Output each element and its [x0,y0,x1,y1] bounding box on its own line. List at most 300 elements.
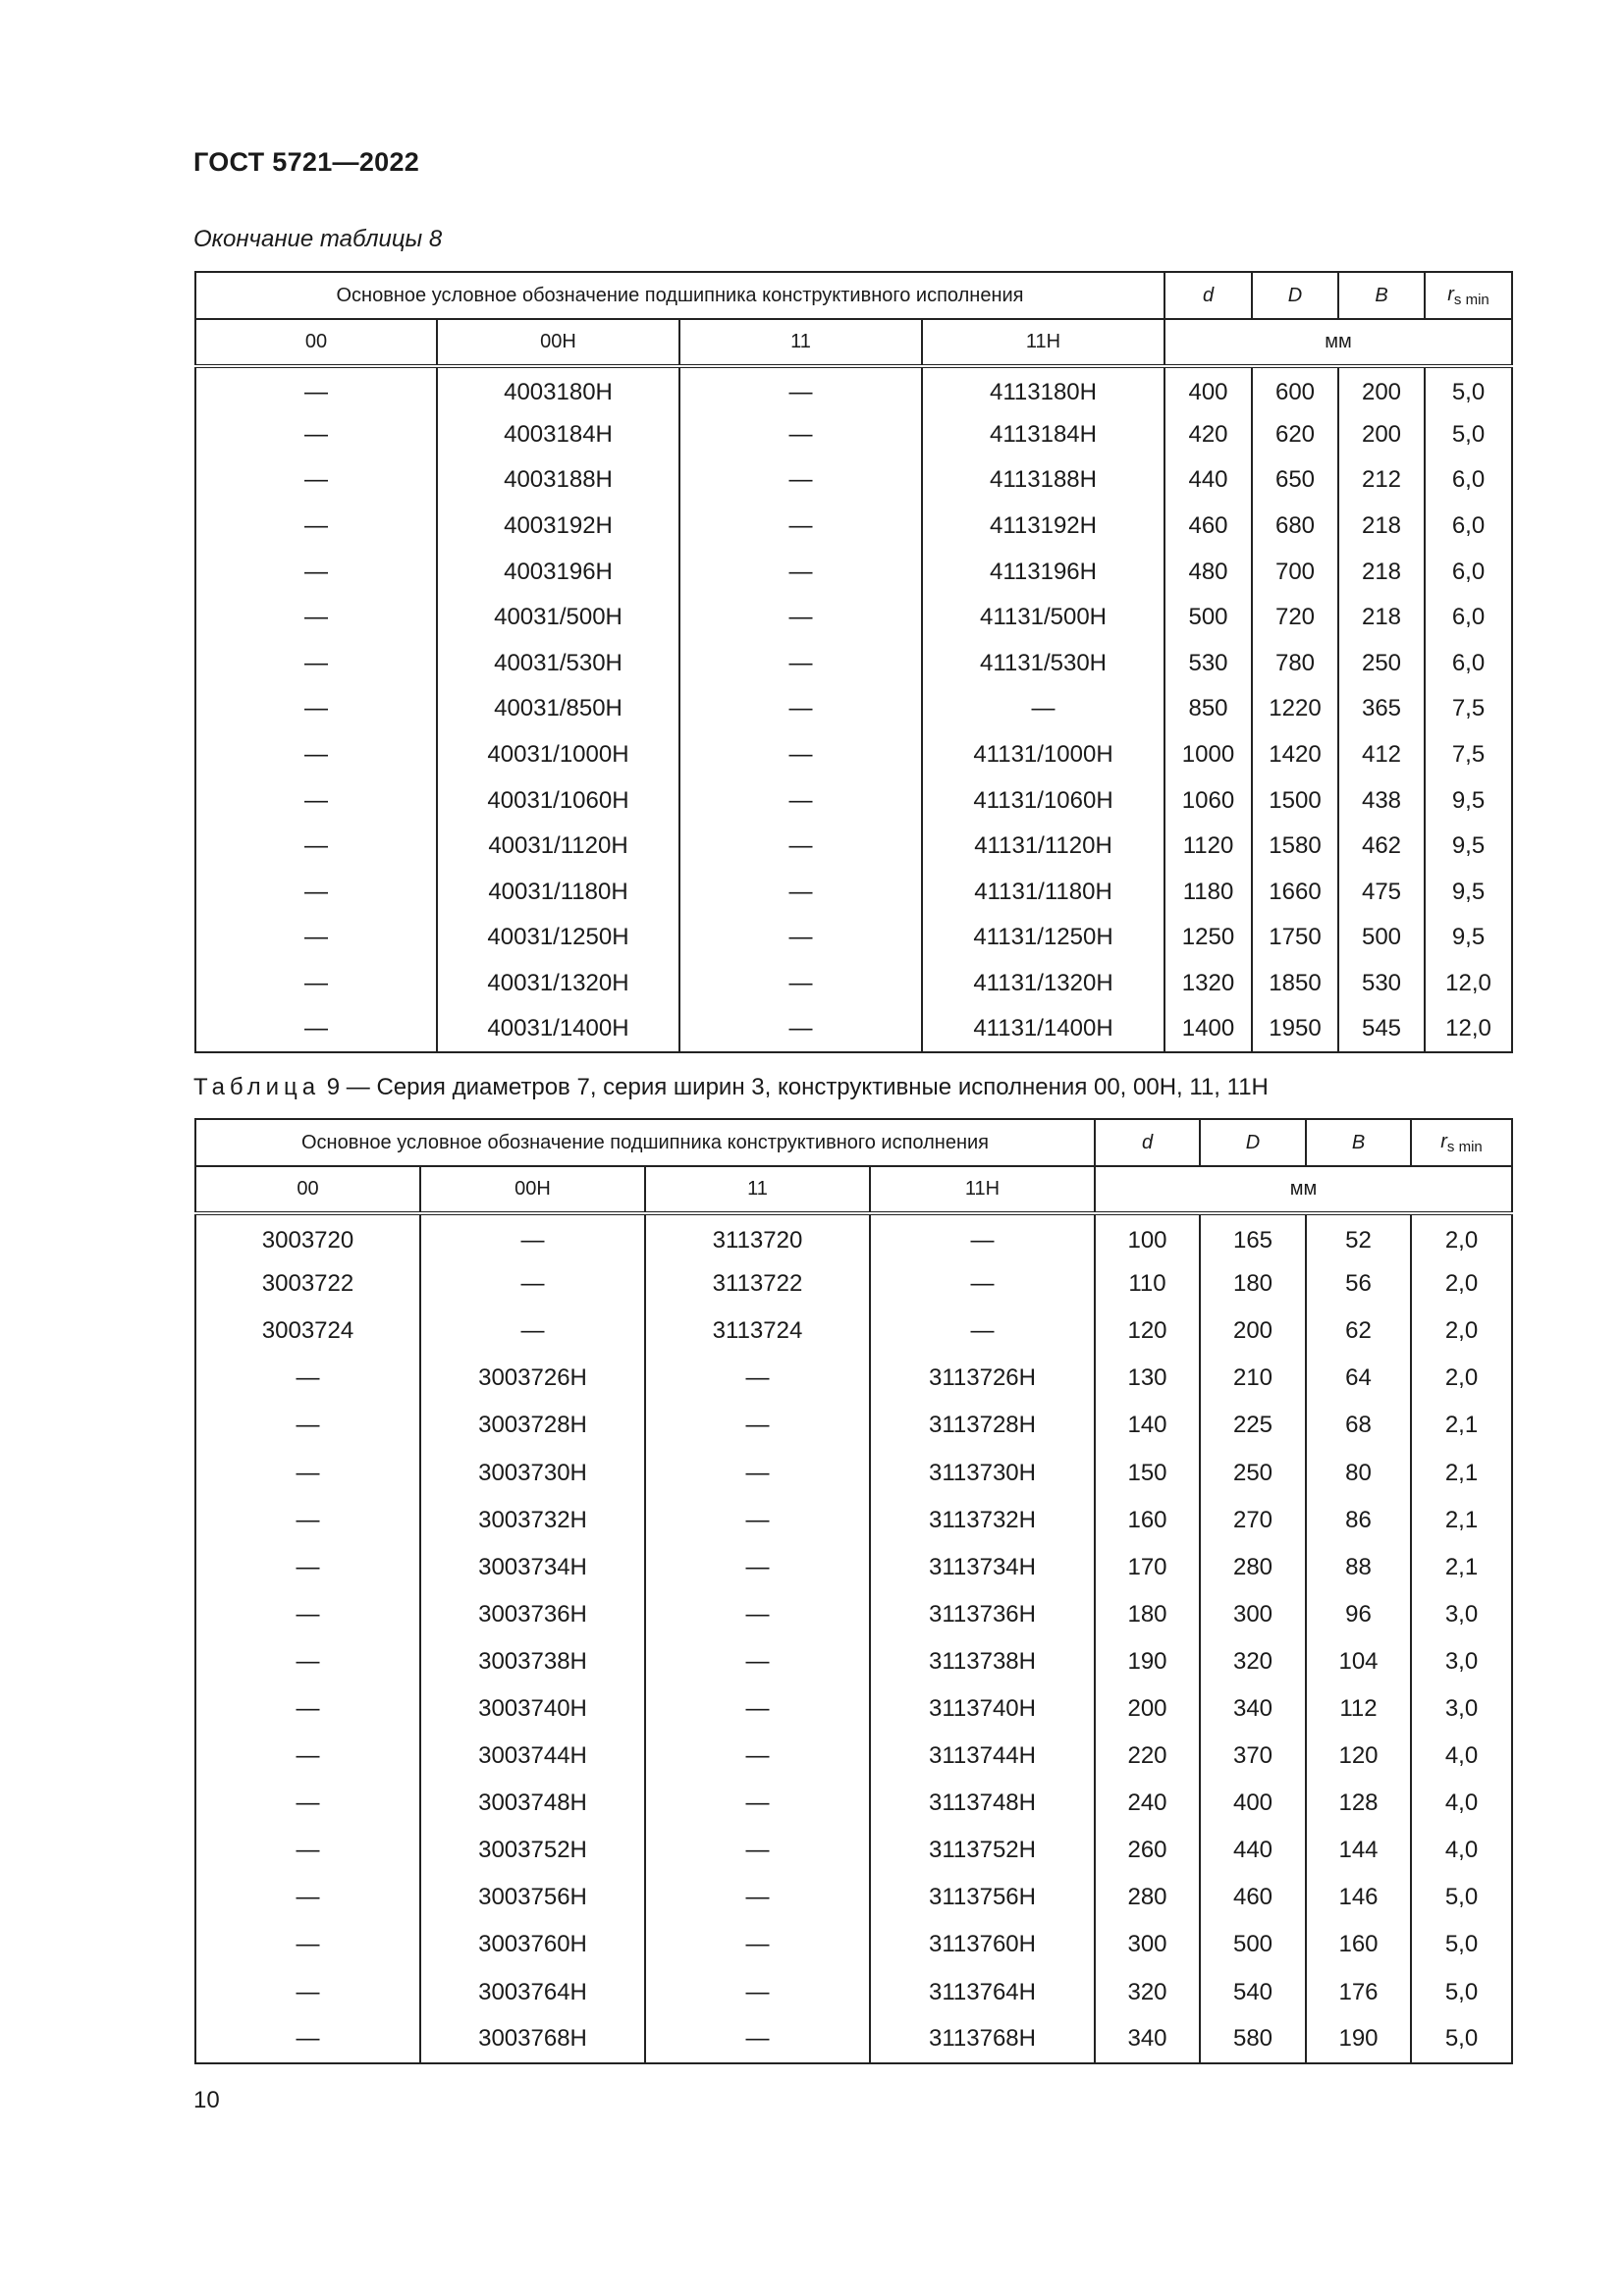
table-cell: 650 [1252,457,1338,504]
table-cell: 6,0 [1425,641,1512,687]
table-cell: 320 [1095,1969,1200,2016]
table-cell: 4003184Н [437,412,679,458]
table-row [195,1780,1512,1827]
table-cell: 440 [1164,457,1252,504]
table-row [195,1921,1512,1968]
table-cell: — [870,1308,1095,1355]
table-cell: — [645,2016,870,2063]
table-cell: 41131/1120Н [922,824,1164,870]
table-cell: 1850 [1252,961,1338,1007]
table-cell: 4,0 [1411,1780,1512,1827]
table-cell: 780 [1252,641,1338,687]
table-cell: 218 [1338,549,1425,595]
table-cell: — [645,1355,870,1402]
table-cell: 3003722 [195,1260,420,1308]
table-cell: — [195,1969,420,2016]
table-cell: 218 [1338,504,1425,550]
table-row [195,1969,1512,2016]
table-cell: 2,1 [1411,1402,1512,1449]
table-cell: — [922,686,1164,732]
table-row [195,1213,1512,1260]
table-cell: — [195,1780,420,1827]
table-cell: 3113720 [645,1213,870,1260]
table-cell: 620 [1252,412,1338,458]
table-cell: — [645,1827,870,1874]
table9-units: мм [1095,1166,1512,1213]
table-cell: 270 [1200,1497,1306,1544]
table-cell: 96 [1306,1591,1411,1638]
table8-subcol-11: 11 [679,319,922,366]
table-cell: 280 [1200,1544,1306,1591]
table-cell: 680 [1252,504,1338,550]
table-cell: 5,0 [1425,412,1512,458]
table-cell: — [195,504,437,550]
table-cell: 2,1 [1411,1449,1512,1496]
table8-subcol-11n: 11Н [922,319,1164,366]
table-cell: 4113180Н [922,366,1164,412]
table-cell: — [195,1591,420,1638]
table8-header-group: Основное условное обозначение подшипника конструктивного исполнения [195,272,1164,319]
table-cell: — [645,1497,870,1544]
table-row [195,549,1512,595]
table-cell: 1580 [1252,824,1338,870]
table-cell: — [195,1874,420,1921]
table-cell: 41131/500Н [922,595,1164,641]
table-cell: 600 [1252,366,1338,412]
table-cell: — [195,641,437,687]
table-cell: 5,0 [1411,1969,1512,2016]
table-cell: — [645,1733,870,1780]
table9-caption-text: 9 — Серия диаметров 7, серия ширин 3, конструктивные исполнения 00, 00Н, 11, 11Н [326,1074,1269,1100]
table-cell: 280 [1095,1874,1200,1921]
table-cell: 41131/1000Н [922,732,1164,778]
table-cell: — [679,1006,922,1052]
table-cell: 160 [1306,1921,1411,1968]
table-cell: 180 [1200,1260,1306,1308]
table-cell: 120 [1306,1733,1411,1780]
table-cell: 3003752Н [420,1827,645,1874]
table-cell: 3113744Н [870,1733,1095,1780]
table-cell: — [645,1591,870,1638]
table-cell: 3113738Н [870,1638,1095,1685]
table-row [195,1827,1512,1874]
table-cell: 1750 [1252,915,1338,961]
table-cell: 40031/530Н [437,641,679,687]
table-cell: 41131/1180Н [922,870,1164,916]
table-cell: 165 [1200,1213,1306,1260]
table9-col-D: D [1200,1119,1306,1166]
table-cell: 545 [1338,1006,1425,1052]
table-cell: 3113760Н [870,1921,1095,1968]
table-cell: — [645,1969,870,2016]
table-cell: 3003768Н [420,2016,645,2063]
table-cell: 4003188Н [437,457,679,504]
table9-subcol-00: 00 [195,1166,420,1213]
table-row [195,1260,1512,1308]
table-cell: 580 [1200,2016,1306,2063]
table-row [195,366,1512,412]
table-cell: 3113730Н [870,1449,1095,1496]
table-row [195,412,1512,458]
table-cell: 1660 [1252,870,1338,916]
table-cell: 128 [1306,1780,1411,1827]
table-cell: — [679,504,922,550]
table-cell: 1060 [1164,777,1252,824]
table-cell: — [195,961,437,1007]
table-cell: 530 [1338,961,1425,1007]
table-cell: — [195,549,437,595]
table-cell: 440 [1200,1827,1306,1874]
table-cell: 3,0 [1411,1638,1512,1685]
table-cell: 104 [1306,1638,1411,1685]
table-cell: 4113188Н [922,457,1164,504]
table-cell: 340 [1200,1685,1306,1733]
table-cell: 1950 [1252,1006,1338,1052]
table-cell: 1120 [1164,824,1252,870]
table-cell: 200 [1095,1685,1200,1733]
table-cell: 6,0 [1425,549,1512,595]
table-cell: — [679,595,922,641]
table-cell: 9,5 [1425,915,1512,961]
table-cell: 250 [1200,1449,1306,1496]
table-cell: — [645,1921,870,1968]
table-row [195,1308,1512,1355]
table-cell: 4113192Н [922,504,1164,550]
table-cell: 3003744Н [420,1733,645,1780]
table-cell: 260 [1095,1827,1200,1874]
table-row [195,1355,1512,1402]
table-cell: — [195,595,437,641]
table-cell: — [195,777,437,824]
table-cell: 40031/1120Н [437,824,679,870]
table-cell: — [420,1260,645,1308]
table-cell: 3003738Н [420,1638,645,1685]
table-cell: 1420 [1252,732,1338,778]
table-cell: 3113728Н [870,1402,1095,1449]
table-cell: — [195,915,437,961]
table-row [195,1638,1512,1685]
table-cell: — [195,1685,420,1733]
table-cell: 300 [1200,1591,1306,1638]
table-cell: 3113732Н [870,1497,1095,1544]
table-cell: 64 [1306,1355,1411,1402]
table-cell: — [645,1638,870,1685]
table-cell: 3,0 [1411,1591,1512,1638]
table-cell: 3113740Н [870,1685,1095,1733]
table-cell: — [195,1497,420,1544]
table-cell: 240 [1095,1780,1200,1827]
table-cell: 144 [1306,1827,1411,1874]
table-cell: — [679,915,922,961]
table-cell: 2,0 [1411,1308,1512,1355]
table-cell: 475 [1338,870,1425,916]
table-cell: 210 [1200,1355,1306,1402]
table-cell: 438 [1338,777,1425,824]
table-cell: 180 [1095,1591,1200,1638]
table-cell: 720 [1252,595,1338,641]
table-row [195,1685,1512,1733]
table-cell: — [645,1685,870,1733]
table-cell: 225 [1200,1402,1306,1449]
table-cell: 170 [1095,1544,1200,1591]
table-cell: 462 [1338,824,1425,870]
table-cell: 6,0 [1425,504,1512,550]
table-cell: 4113196Н [922,549,1164,595]
table-cell: — [195,366,437,412]
table-cell: — [645,1874,870,1921]
table-cell: — [645,1402,870,1449]
table-row [195,1544,1512,1591]
table-cell: — [679,366,922,412]
table-cell: 2,0 [1411,1260,1512,1308]
table-cell: 4003192Н [437,504,679,550]
table-row [195,915,1512,961]
table-cell: 110 [1095,1260,1200,1308]
table-cell: 40031/1060Н [437,777,679,824]
table-cell: 3113768Н [870,2016,1095,2063]
table-cell: 40031/1180Н [437,870,679,916]
table-cell: — [679,777,922,824]
table-cell: 1000 [1164,732,1252,778]
table-cell: 52 [1306,1213,1411,1260]
table-cell: 3113752Н [870,1827,1095,1874]
table-cell: 112 [1306,1685,1411,1733]
table-cell: 3003730Н [420,1449,645,1496]
table-cell: 56 [1306,1260,1411,1308]
table-cell: 200 [1338,412,1425,458]
table-cell: — [195,732,437,778]
table-cell: 41131/1250Н [922,915,1164,961]
table-cell: 12,0 [1425,961,1512,1007]
table-cell: 3,0 [1411,1685,1512,1733]
table-cell: 200 [1200,1308,1306,1355]
table-cell: 2,1 [1411,1497,1512,1544]
table-row [195,1591,1512,1638]
table-cell: 86 [1306,1497,1411,1544]
table-cell: — [679,457,922,504]
table-cell: — [195,1733,420,1780]
table-cell: 460 [1164,504,1252,550]
table-cell: 200 [1338,366,1425,412]
table-cell: 100 [1095,1213,1200,1260]
table-cell: 3113726Н [870,1355,1095,1402]
table-cell: 9,5 [1425,870,1512,916]
table-cell: 3113736Н [870,1591,1095,1638]
table8-subcol-00: 00 [195,319,437,366]
table-cell: — [195,412,437,458]
table-cell: 2,0 [1411,1213,1512,1260]
table-cell: 1180 [1164,870,1252,916]
table-cell: 3003736Н [420,1591,645,1638]
table8-col-D: D [1252,272,1338,319]
table-cell: 5,0 [1411,2016,1512,2063]
table-cell: 1320 [1164,961,1252,1007]
table-cell: 4,0 [1411,1733,1512,1780]
table-cell: 4003180Н [437,366,679,412]
table-cell: 9,5 [1425,824,1512,870]
table8 [194,271,1513,1053]
table-cell: — [679,961,922,1007]
table-row [195,504,1512,550]
table-cell: 3113734Н [870,1544,1095,1591]
table-cell: 6,0 [1425,457,1512,504]
table-cell: — [195,1638,420,1685]
table9-col-rs-min: $r_{s min}$ [1411,1119,1512,1166]
table-cell: 160 [1095,1497,1200,1544]
table-cell: — [195,1355,420,1402]
table-cell: 3003756Н [420,1874,645,1921]
table-cell: 400 [1164,366,1252,412]
table-row [195,1449,1512,1496]
table-cell: — [679,732,922,778]
table8-col-B: B [1338,272,1425,319]
table-cell: 190 [1095,1638,1200,1685]
table-cell: — [870,1213,1095,1260]
table-row [195,641,1512,687]
table-row [195,595,1512,641]
table9-col-B: B [1306,1119,1411,1166]
table-cell: 68 [1306,1402,1411,1449]
table8-body [195,366,1512,1052]
table-cell: 3003764Н [420,1969,645,2016]
table-cell: 41131/1060Н [922,777,1164,824]
table-cell: — [420,1213,645,1260]
table-cell: 40031/1250Н [437,915,679,961]
table-row [195,777,1512,824]
table8-subcol-00n: 00Н [437,319,679,366]
table-cell: 1220 [1252,686,1338,732]
table-cell: 460 [1200,1874,1306,1921]
table-cell: 88 [1306,1544,1411,1591]
table-row [195,1402,1512,1449]
table-row [195,2016,1512,2063]
table-cell: 5,0 [1411,1921,1512,1968]
table-cell: — [870,1260,1095,1308]
table-cell: 3113756Н [870,1874,1095,1921]
table-cell: — [679,824,922,870]
table-cell: — [195,824,437,870]
table-cell: 3003748Н [420,1780,645,1827]
table-cell: 62 [1306,1308,1411,1355]
table9-body [195,1213,1512,2063]
table-cell: — [195,1402,420,1449]
table-cell: — [679,549,922,595]
table-row [195,1733,1512,1780]
table-cell: — [195,1006,437,1052]
table-cell: 420 [1164,412,1252,458]
table-cell: 41131/530Н [922,641,1164,687]
table-cell: 3003726Н [420,1355,645,1402]
table-cell: 220 [1095,1733,1200,1780]
table8-col-rs-min: $r_{s min}$ [1425,272,1512,319]
table-cell: 400 [1200,1780,1306,1827]
table-cell: — [195,1544,420,1591]
table-cell: 40031/500Н [437,595,679,641]
table-cell: — [645,1780,870,1827]
table-cell: 500 [1338,915,1425,961]
table-cell: 3113748Н [870,1780,1095,1827]
table-cell: — [195,457,437,504]
table-cell: 3003732Н [420,1497,645,1544]
table9-caption-label: Таблица [193,1074,321,1100]
table-row [195,686,1512,732]
table-cell: 146 [1306,1874,1411,1921]
table-row [195,457,1512,504]
table-cell: 300 [1095,1921,1200,1968]
table-row [195,870,1512,916]
table-cell: — [679,686,922,732]
table-cell: 365 [1338,686,1425,732]
table-row [195,1006,1512,1052]
table-cell: 250 [1338,641,1425,687]
document-header: ГОСТ 5721—2022 [193,147,420,177]
table9-caption [193,1074,1269,1101]
table-cell: 150 [1095,1449,1200,1496]
table-cell: 370 [1200,1733,1306,1780]
table9-subcol-11: 11 [645,1166,870,1213]
table-cell: — [645,1544,870,1591]
table-cell: 4003196Н [437,549,679,595]
table8-continuation-caption: Окончание таблицы 8 [193,226,443,252]
table-cell: 41131/1320Н [922,961,1164,1007]
table-cell: 3113724 [645,1308,870,1355]
table-cell: 5,0 [1411,1874,1512,1921]
table-cell: — [195,2016,420,2063]
table-cell: 218 [1338,595,1425,641]
table-cell: 176 [1306,1969,1411,2016]
table-cell: 6,0 [1425,595,1512,641]
table-row [195,824,1512,870]
table-cell: 540 [1200,1969,1306,2016]
table-cell: 3003720 [195,1213,420,1260]
table-cell: 80 [1306,1449,1411,1496]
table8-col-d: d [1164,272,1252,319]
table-cell: 3003740Н [420,1685,645,1733]
table-cell: 500 [1164,595,1252,641]
table-cell: — [195,1827,420,1874]
table-row [195,1497,1512,1544]
table-cell: 40031/1400Н [437,1006,679,1052]
table-cell: 2,1 [1411,1544,1512,1591]
table-cell: 120 [1095,1308,1200,1355]
table-cell: — [195,870,437,916]
table-cell: 700 [1252,549,1338,595]
page-number: 10 [193,2087,220,2113]
table-cell: 4,0 [1411,1827,1512,1874]
table-cell: 3113764Н [870,1969,1095,2016]
table-cell: 212 [1338,457,1425,504]
table-cell: 412 [1338,732,1425,778]
table-cell: 4113184Н [922,412,1164,458]
table-cell: 320 [1200,1638,1306,1685]
table-cell: 3003734Н [420,1544,645,1591]
table-cell: — [420,1308,645,1355]
table-cell: 40031/1320Н [437,961,679,1007]
table-cell: 530 [1164,641,1252,687]
table-cell: — [679,412,922,458]
table-cell: 480 [1164,549,1252,595]
table9 [194,1118,1513,2064]
table9-subcol-00n: 00Н [420,1166,645,1213]
table8-units: мм [1164,319,1512,366]
table-cell: 140 [1095,1402,1200,1449]
table-cell: — [195,1449,420,1496]
table9-subcol-11n: 11Н [870,1166,1095,1213]
table-cell: — [679,870,922,916]
table-cell: 500 [1200,1921,1306,1968]
table-cell: 850 [1164,686,1252,732]
table9-header-group: Основное условное обозначение подшипника конструктивного исполнения [195,1119,1095,1166]
